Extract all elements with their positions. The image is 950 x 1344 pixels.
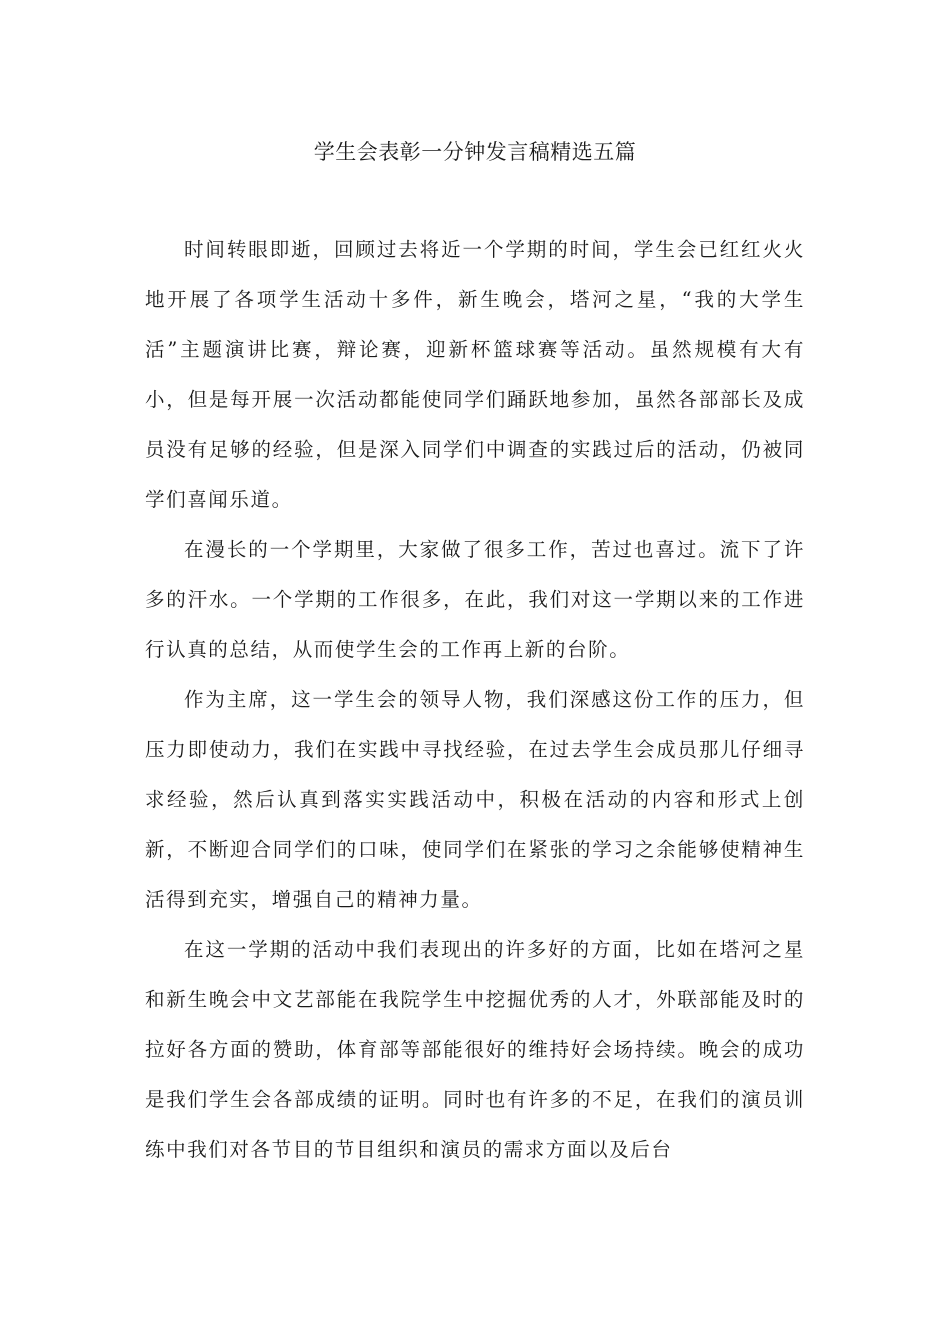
paragraph-3: 作为主席，这一学生会的领导人物，我们深感这份工作的压力，但压力即使动力，我们在实践中寻找经验，在过去学生会成员那儿仔细寻求经验，然后认真到落实实践活动中，积极在活动的内容和形式上创新，不断迎合同学们的口味，使同学们在紧张的学习之余能够使精神生活得到充实，增强自己的精神力量。 — [145, 688, 805, 911]
paragraph-2: 在漫长的一个学期里，大家做了很多工作，苦过也喜过。流下了许多的汗水。一个学期的工作很多，在此，我们对这一学期以来的工作进行认真的总结，从而使学生会的工作再上新的台阶。 — [145, 538, 805, 661]
document-body — [145, 225, 805, 1175]
paragraph-4: 在这一学期的活动中我们表现出的许多好的方面，比如在塔河之星和新生晚会中文艺部能在我院学生中挖掘优秀的人才，外联部能及时的拉好各方面的赞助，体育部等部能很好的维持好会场持续。晚会的成功是我们学生会各部成绩的证明。同时也有许多的不足，在我们的演员训练中我们对各节目的节目组织和演员的需求方面以及后台 — [145, 938, 805, 1161]
document-title: 学生会表彰一分钟发言稿精选五篇 — [313, 140, 637, 164]
paragraph-1: 时间转眼即逝，回顾过去将近一个学期的时间，学生会已红红火火地开展了各项学生活动十多件，新生晚会，塔河之星，“我的大学生活”主题演讲比赛，辩论赛，迎新杯篮球赛等活动。虽然规模有大有小，但是每开展一次活动都能使同学们踊跃地参加，虽然各部部长及成员没有足够的经验，但是深入同学们中调查的实践过后的活动，仍被同学们喜闻乐道。 — [145, 238, 805, 511]
